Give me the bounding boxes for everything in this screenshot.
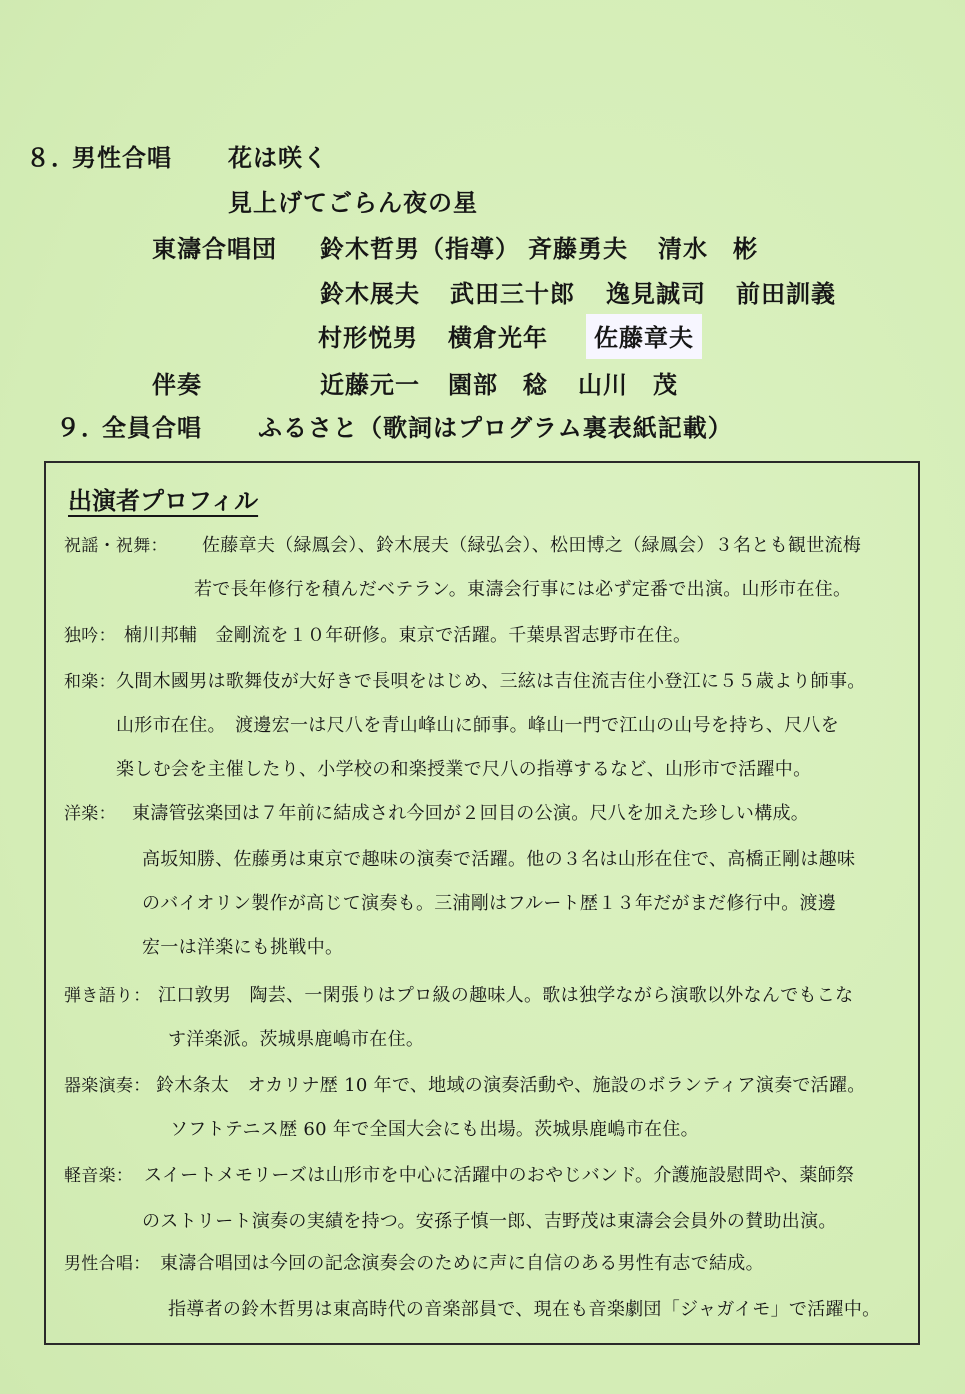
profile-line: 佐藤章夫（緑鳳会）、鈴木展夫（緑弘会）、松田博之（緑鳳会）３名とも観世流梅 [202,535,862,556]
profile-line: 江口敦男 陶芸、一閑張りはプロ級の趣味人。歌は独学ながら演歌以外なんでもこな [158,985,854,1006]
profile-label: 祝謡・祝舞： [64,536,168,556]
profile-label: 和楽： [64,672,116,692]
profile-line: 若で長年修行を積んだベテラン。東濤会行事には必ず定番で出演。山形市在住。 [194,579,852,600]
item-8-title: 男性合唱 [72,143,172,172]
item-9-song: ふるさと（歌詞はプログラム裏表紙記載） [258,413,733,442]
profile-line: 東濤合唱団は今回の記念演奏会のために声に自信のある男性有志で結成。 [160,1253,764,1274]
item-9-title: 全員合唱 [102,413,202,442]
accompanist: 山川 茂 [578,370,678,399]
profile-line: 山形市在住。 渡邊宏一は尺八を青山峰山に師事。峰山一門で江山の山号を持ち、尺八を [116,715,839,736]
choir-member: 斉藤勇夫 [528,234,628,263]
profile-label: 弾き語り： [64,986,151,1006]
choir-member: 逸見誠司 [606,279,706,308]
profile-line: 東濤管弦楽団は７年前に結成され今回が２回目の公演。尺八を加えた珍しい構成。 [132,803,810,824]
profile-line: のストリート演奏の実績を持つ。安孫子慎一郎、吉野茂は東濤会会員外の賛助出演。 [142,1211,837,1232]
profile-label: 男性合唱： [64,1254,151,1274]
choir-member: 村形悦男 [318,323,418,352]
profile-label: 洋楽： [64,804,116,824]
item-8-number: ８． [26,143,76,172]
item-8-song-2: 見上げてごらん夜の星 [228,188,478,217]
profile-line: 指導者の鈴木哲男は東高時代の音楽部員で、現在も音楽劇団「ジャガイモ」で活躍中。 [168,1299,881,1320]
choir-member: 鈴木哲男（指導） [320,234,520,263]
accompanist: 近藤元一 [320,370,420,399]
profile-line: 高坂知勝、佐藤勇は東京で趣味の演奏で活躍。他の３名は山形在住で、高橋正剛は趣味 [142,849,856,870]
profile-line: 楠川邦輔 金剛流を１０年研修。東京で活躍。千葉県習志野市在住。 [124,625,692,646]
item-8-song-1: 花は咲く [228,143,328,172]
profile-line: 楽しむ会を主催したり、小学校の和楽授業で尺八の指導するなど、山形市で活躍中。 [116,759,812,780]
choir-member: 鈴木展夫 [320,279,420,308]
profile-line: ソフトテニス歴 60 年で全国大会にも出場。茨城県鹿嶋市在住。 [170,1119,699,1140]
choir-name: 東濤合唱団 [152,234,277,263]
accompaniment-label: 伴奏 [152,370,202,399]
profile-line: 宏一は洋楽にも挑戦中。 [142,937,344,958]
profile-label: 器楽演奏： [64,1076,151,1096]
profile-label: 軽音楽： [64,1166,134,1186]
accompanist: 園部 稔 [448,370,548,399]
profile-line: 鈴木条太 オカリナ歴 10 年で、地域の演奏活動や、施設のボランティア演奏で活躍。 [156,1075,866,1096]
profile-line: スイートメモリーズは山形市を中心に活躍中のおやじバンド。介護施設慰問や、薬師祭 [144,1165,855,1186]
choir-member: 横倉光年 [448,323,548,352]
choir-member-highlighted: 佐藤章夫 [586,314,702,359]
profile-title: 出演者プロフィル [68,486,259,515]
profile-line: 久間木國男は歌舞伎が大好きで長唄をはじめ、三絃は吉住流吉住小登江に５５歳より師事。 [116,671,866,692]
item-9-number: ９． [56,413,106,442]
choir-member: 前田訓義 [736,279,836,308]
choir-member: 清水 彬 [658,234,758,263]
profile-label: 独吟： [64,626,116,646]
profile-line: す洋楽派。茨城県鹿嶋市在住。 [168,1029,425,1050]
profile-line: のバイオリン製作が高じて演奏も。三浦剛はフルート歴１３年だがまだ修行中。渡邊 [142,893,837,914]
choir-member: 武田三十郎 [450,279,575,308]
profile-box [44,461,920,1345]
